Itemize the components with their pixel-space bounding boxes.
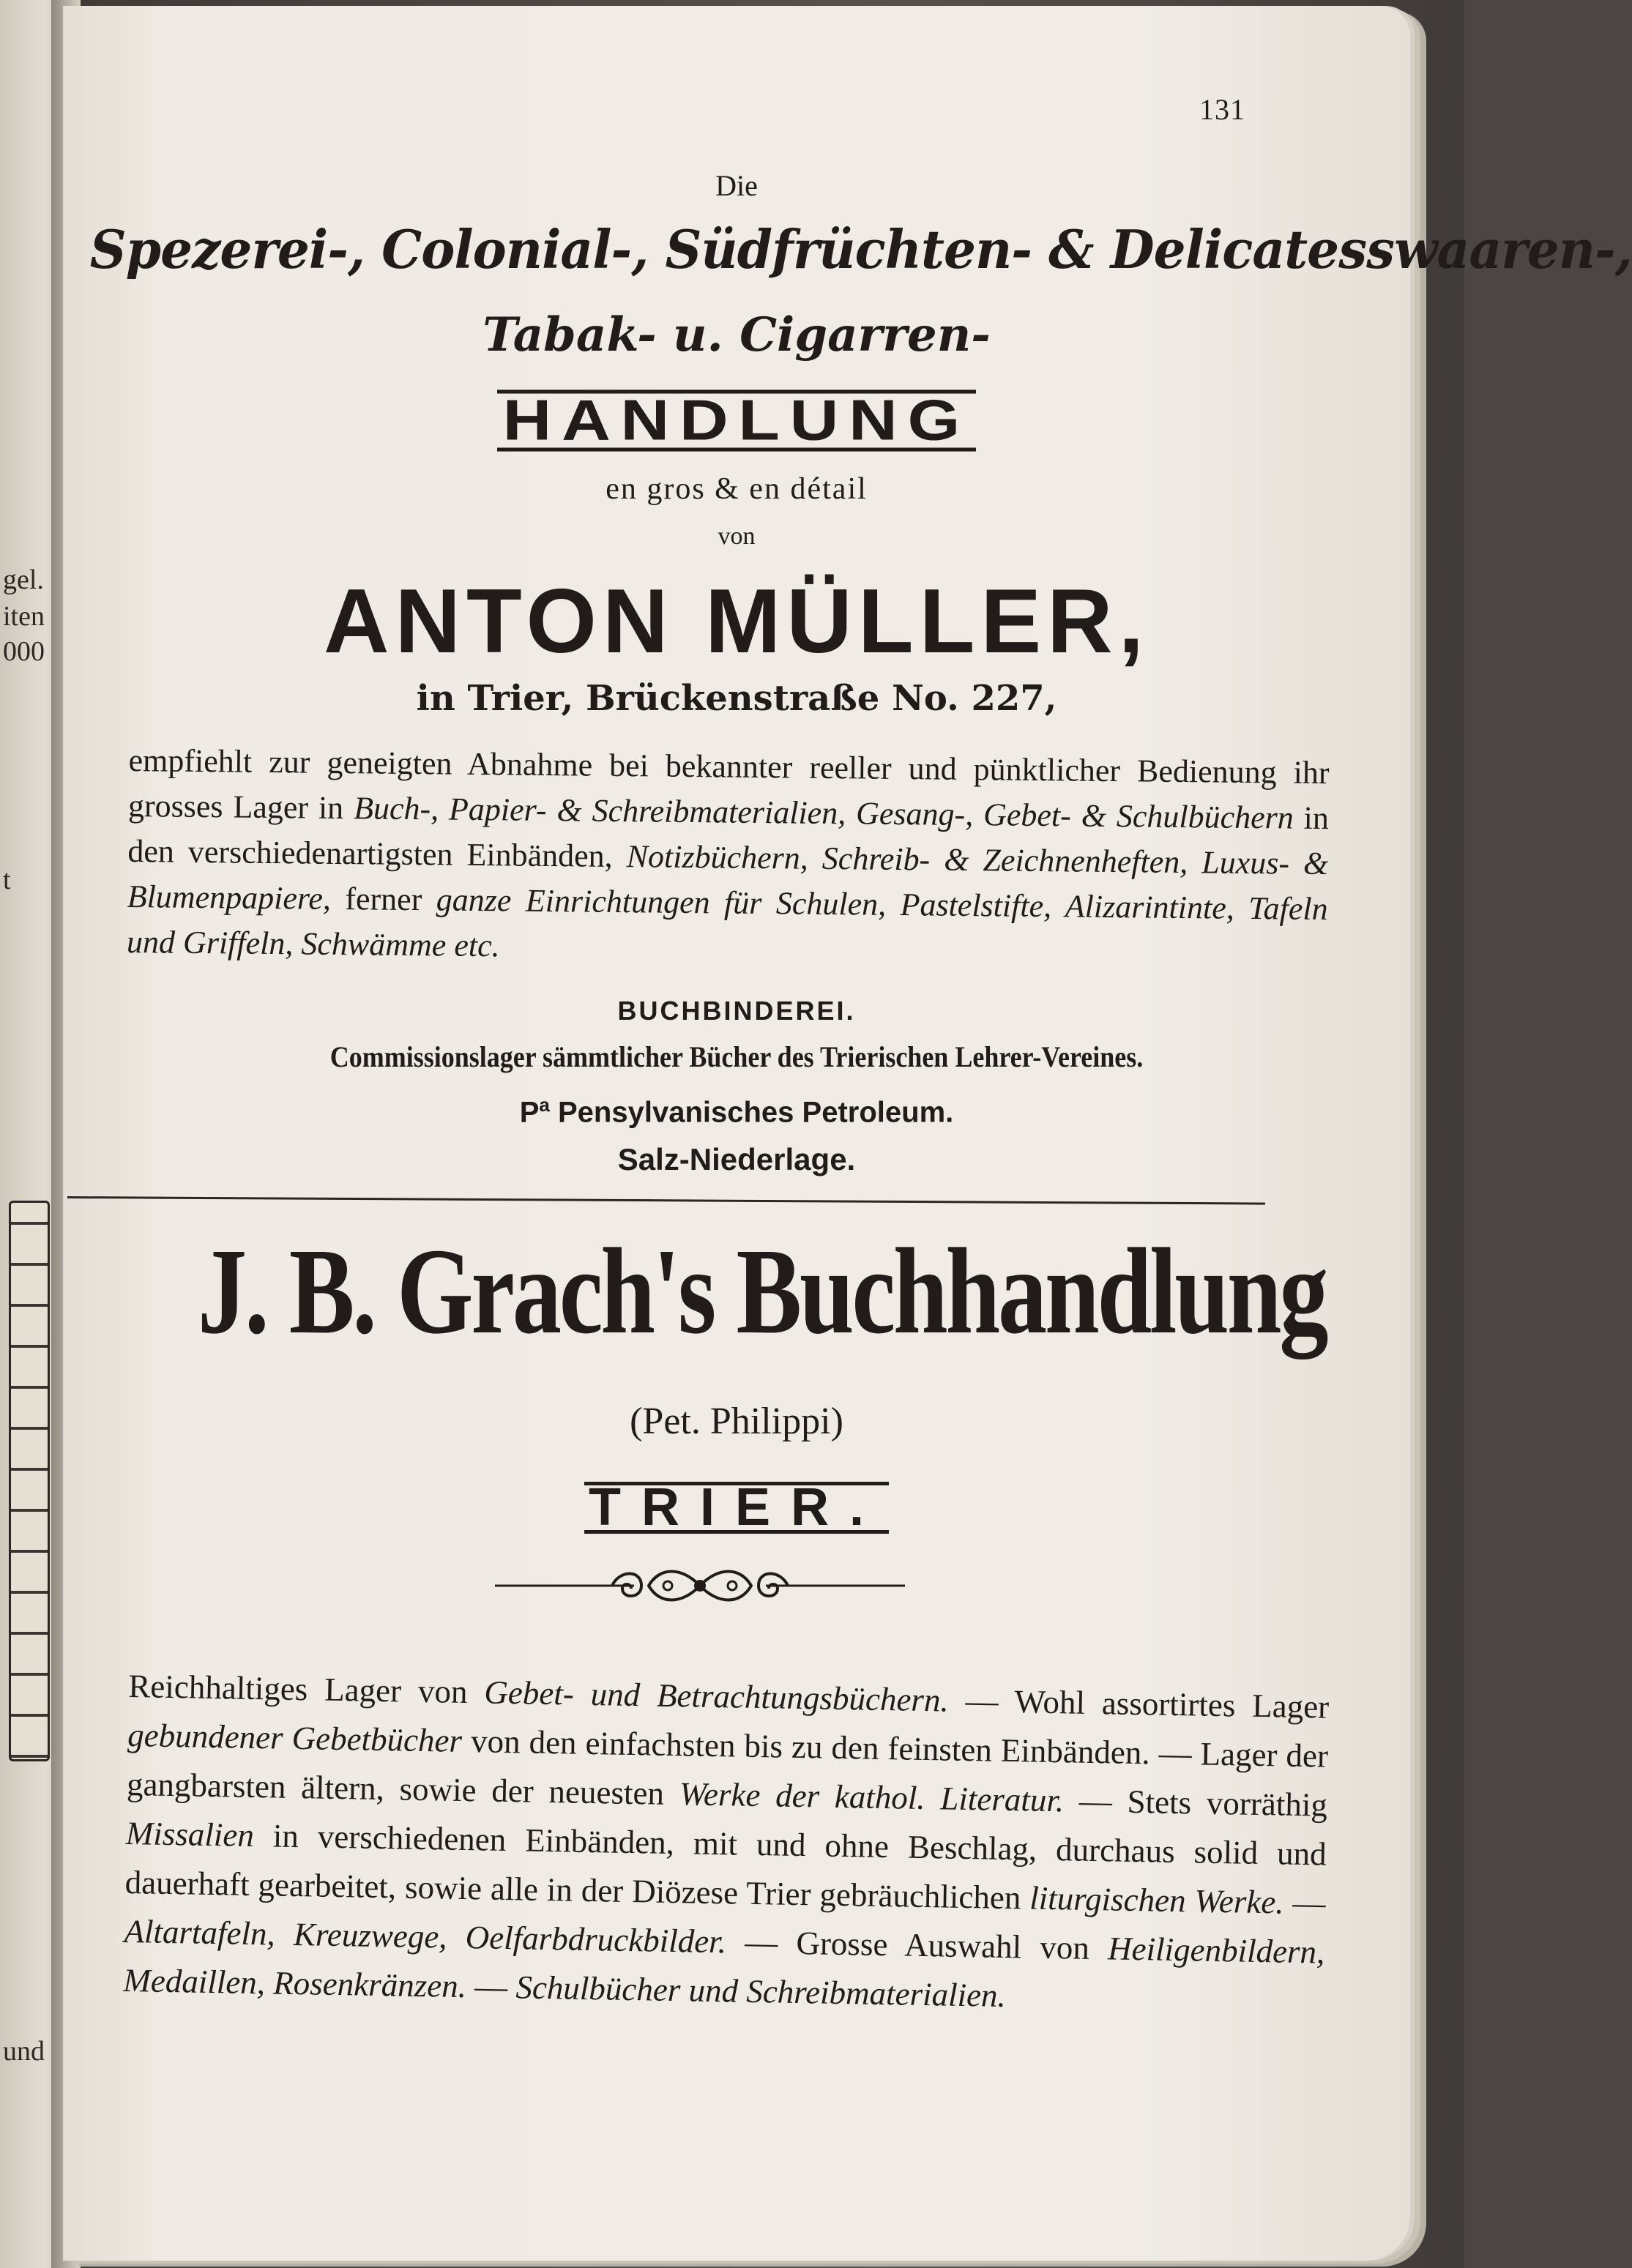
ad1-line1: Spezerei-, Colonial-, Südfrüchten- & Delicatesswaaren-, bbox=[89, 218, 1632, 280]
ad2-body-part: — Stets vorräthig bbox=[1063, 1782, 1328, 1824]
ad1-commission-line: Commissionslager sämmtlicher Bücher des Trierischen Lehrer-Vereines. bbox=[329, 1040, 1144, 1073]
ad1-subheading: en gros & en détail bbox=[606, 472, 868, 506]
ad2-body-part: — bbox=[1283, 1884, 1326, 1922]
ad2-city bbox=[63, 1477, 1410, 1537]
ad1-petroleum-text: Pensylvanisches Petroleum. bbox=[549, 1096, 954, 1129]
ad2-body-part: Schulbücher und Schreibmaterialien. bbox=[515, 1969, 1007, 2014]
left-page-fragment: gel. bbox=[3, 564, 44, 595]
ad2-body-part: in verschiedenen Einbänden, mit und ohne Beschlag, durchaus solid und dauerhaft gearbeitet, sowie alle in der Diözese Trier gebräuchlichen bbox=[124, 1817, 1327, 1917]
ad2-owner: (Pet. Philippi) bbox=[630, 1400, 843, 1442]
ad1-body-part: ferner bbox=[330, 880, 437, 918]
ad1-body bbox=[127, 738, 1330, 977]
ad2-body-part: Missalien bbox=[125, 1814, 255, 1854]
ad1-body-part: empfiehlt zur geneigten Abnahme bei bekannter reeller und pünktlicher Bedienung ihr grosses Lager in bbox=[127, 742, 1330, 827]
ad1-petroleum-prefix: P bbox=[519, 1096, 540, 1129]
ad1-heading-text: HANDLUNG bbox=[497, 389, 976, 451]
ad1-body-part: Notizbüchern, Schreib- & Zeichnenheften, Luxus- & Blumenpapiere, bbox=[127, 838, 1329, 917]
ad1-buchbinderei: BUCHBINDEREI. bbox=[617, 996, 856, 1026]
ad1-line2: Tabak- u. Cigarren- bbox=[482, 307, 991, 362]
ad2-body-part: — Wohl assortirtes Lager bbox=[948, 1682, 1330, 1726]
ad1-salt-line: Salz-Niederlage. bbox=[617, 1142, 856, 1176]
ad1-petroleum-sup: a bbox=[539, 1094, 550, 1116]
ad2-city-text: TRIER. bbox=[584, 1482, 889, 1534]
ad2-body-part: gebundener Gebetbücher bbox=[127, 1716, 463, 1759]
ad2-body bbox=[123, 1662, 1330, 2026]
left-page-fragment: 000 bbox=[3, 636, 45, 667]
ornamental-scroll-divider-icon bbox=[495, 1564, 905, 1608]
page-number: 131 bbox=[1199, 93, 1245, 126]
ad2-body-part: liturgischen Werke. bbox=[1029, 1879, 1284, 1921]
ad1-merchant-name: ANTON MÜLLER, bbox=[323, 571, 1150, 672]
ad1-heading bbox=[63, 382, 1410, 459]
book-page bbox=[63, 6, 1632, 2261]
left-page-fragment: iten bbox=[3, 601, 45, 632]
ad1-von: von bbox=[718, 523, 756, 550]
ad2-body-part: Heiligenbildern, Medaillen, Rosenkränzen. bbox=[122, 1930, 1325, 2005]
ad2-body-part: Werke der kathol. Literatur. bbox=[679, 1775, 1065, 1819]
ad1-petroleum-line bbox=[63, 1094, 1410, 1129]
ad2-body-part: Reichhaltiges Lager von bbox=[127, 1667, 485, 1711]
ad1-body-part: in den verschiedenartigsten Einbänden, bbox=[127, 799, 1330, 875]
ad2-body-part: von den einfachsten bis zu den feinsten Einbänden. — Lager der gangbarsten ältern, sowie der neuesten bbox=[126, 1722, 1329, 1813]
ad1-intro: Die bbox=[715, 169, 758, 202]
ad1-address: in Trier, Brückenstraße No. 227, bbox=[416, 678, 1057, 719]
left-page-fragment: t bbox=[3, 865, 11, 895]
ad2-bookshop-name: J. B. Grach's Buchhandlung bbox=[198, 1223, 1327, 1359]
ad2-body-part: — Grosse Auswahl von bbox=[726, 1923, 1109, 1967]
section-divider-rule bbox=[67, 1196, 1265, 1205]
ad2-body-part: Gebet- und Betrachtungsbüchern. bbox=[483, 1674, 950, 1719]
left-page-border-ornament bbox=[9, 1201, 50, 1761]
ad1-body-part: Buch-, Papier- & Schreibmaterialien, Gesang-, Gebet- & Schulbüchern bbox=[353, 790, 1294, 836]
ad2-body-part: Altartafeln, Kreuzwege, Oelfarbdruckbilder. bbox=[124, 1912, 727, 1961]
left-page-fragment: und bbox=[3, 2036, 45, 2067]
ad1-body-part: ganze Einrichtungen für Schulen, Pastelstifte, Alizarintinte, Tafeln und Griffeln, Schwämme etc. bbox=[126, 881, 1328, 964]
ad2-body-part: — bbox=[466, 1968, 516, 2006]
